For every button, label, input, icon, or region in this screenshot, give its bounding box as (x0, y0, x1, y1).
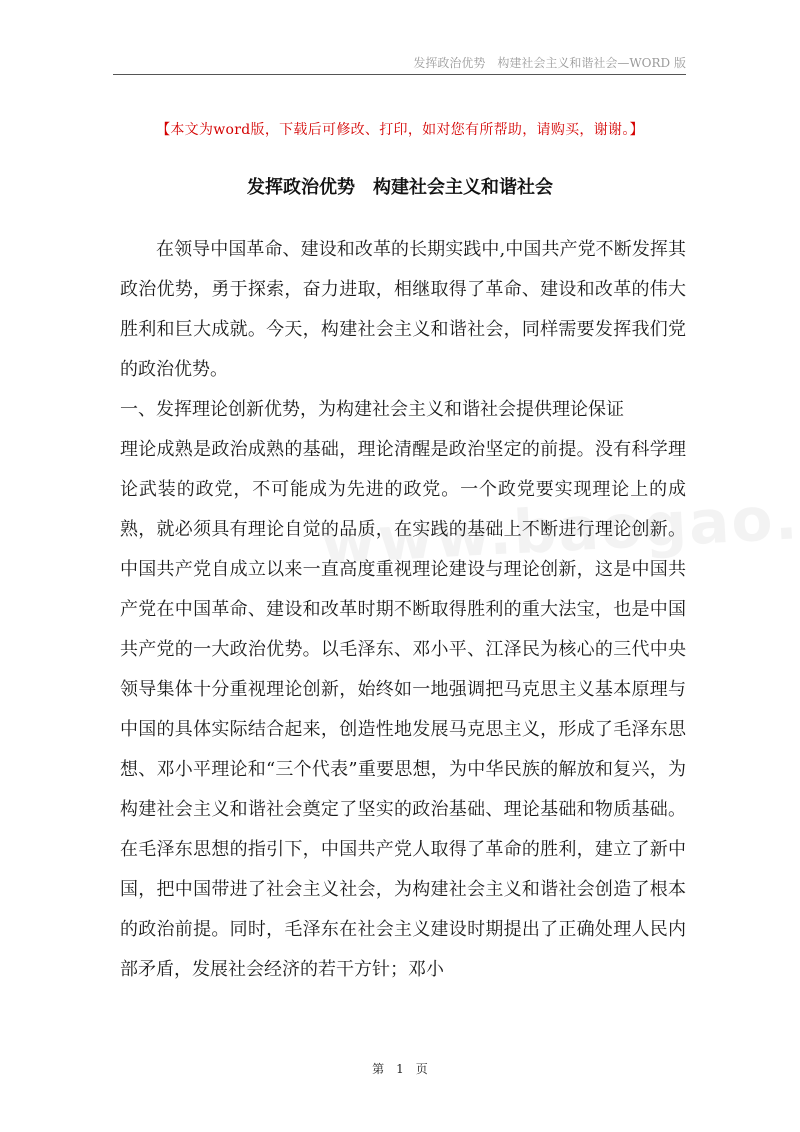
body-paragraph: 理论成熟是政治成熟的基础，理论清醒是政治坚定的前提。没有科学理论武装的政党，不可能成为先进的政党。一个政党要实现理论上的成熟，就必须具有理论自觉的品质，在实践的基础上不断进行理论创新。中国共产党自成立以来一直高度重视理论建设与理论创新，这是中国共产党在中国革命、建设和改革时期不断取得胜利的重大法宝，也是中国共产党的一大政治优势。以毛泽东、邓小平、江泽民为核心的三代中央领导集体十分重视理论创新，始终如一地强调把马克思主义基本原理与中国的具体实际结合起来，创造性地发展马克思主义，形成了毛泽东思想、邓小平理论和“三个代表”重要思想，为中华民族的解放和复兴，为构建社会主义和谐社会奠定了坚实的政治基础、理论基础和物质基础。在毛泽东思想的指引下，中国共产党人取得了革命的胜利，建立了新中国，把中国带进了社会主义社会，为构建社会主义和谐社会创造了根本的政治前提。同时，毛泽东在社会主义建设时期提出了正确处理人民内部矛盾，发展社会经济的若干方针；邓小 (120, 439, 686, 980)
document-title: 发挥政治优势 构建社会主义和谐社会 (247, 177, 553, 198)
section-heading: 一、发挥理论创新优势，为构建社会主义和谐社会提供理论保证 (120, 399, 624, 420)
page-number: 第 1 页 (372, 1062, 428, 1076)
running-title: 发挥政治优势 构建社会主义和谐社会—WORD 版 (413, 56, 686, 70)
page-header (113, 52, 686, 75)
document-body (120, 230, 686, 990)
download-notice: 【本文为word版，下载后可修改、打印，如对您有所帮助，请购买，谢谢。】 (156, 122, 644, 138)
intro-paragraph: 在领导中国革命、建设和改革的长期实践中,中国共产党不断发挥其政治优势，勇于探索，奋力进取，相继取得了革命、建设和改革的伟大胜利和巨大成就。今天，构建社会主义和谐社会，同样需要发挥我们党的政治优势。 (120, 239, 686, 380)
